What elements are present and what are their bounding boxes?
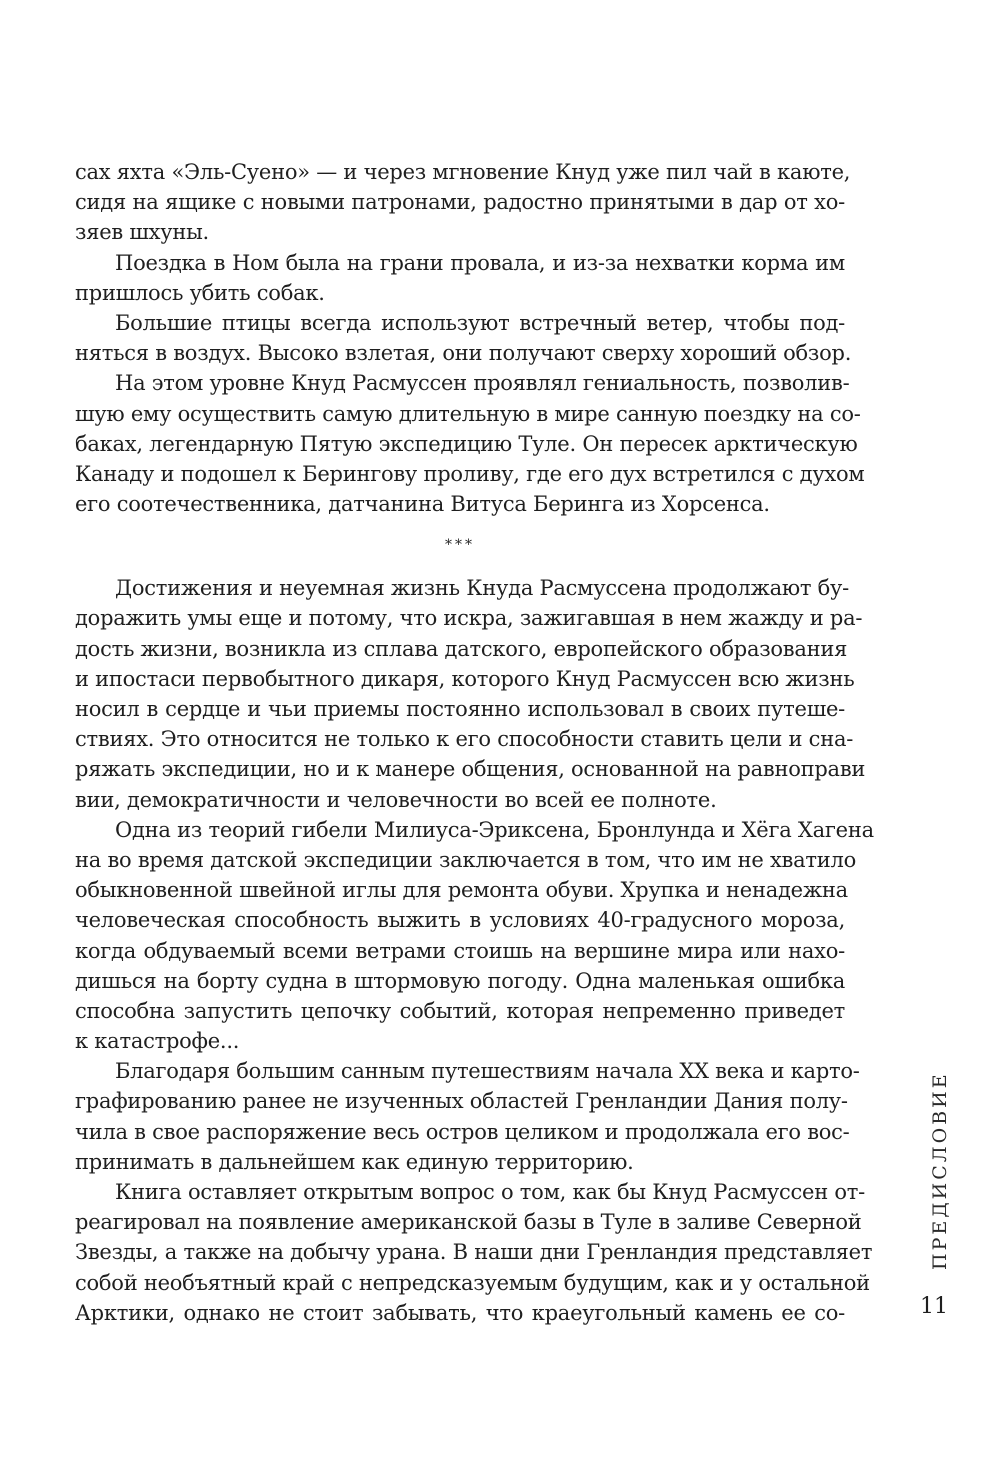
text-line: способна запустить цепочку событий, которая непременно приведет bbox=[75, 998, 845, 1023]
text-line: человеческая способность выжить в условиях 40-градусного мороза, bbox=[75, 908, 845, 933]
text-line: носил в сердце и чьи приемы постоянно использовал в своих путеше- bbox=[75, 697, 845, 721]
text-line: к катастрофе... bbox=[75, 1029, 240, 1054]
text-line: когда обдуваемый всеми ветрами стоишь на вершине мира или нахо- bbox=[75, 938, 845, 963]
text-line: дишься на борту судна в штормовую погоду. Одна маленькая ошибка bbox=[75, 968, 845, 993]
text-line: и ипостаси первобытного дикаря, которого Кнуд Расмуссен всю жизнь bbox=[75, 666, 855, 691]
text-line: Звезды, а также на добычу урана. В наши дни Гренландия представляет bbox=[75, 1240, 873, 1265]
body-text bbox=[75, 157, 874, 1328]
asterism: *** bbox=[445, 537, 475, 554]
text-line: принимать в дальнейшем как единую территорию. bbox=[75, 1149, 634, 1174]
text-line: няться в воздух. Высоко взлетая, они получают сверху хороший обзор. bbox=[75, 341, 852, 366]
text-line: шую ему осуществить самую длительную в мире санную поездку на со- bbox=[75, 401, 861, 426]
text-line: Арктики, однако не стоит забывать, что краеугольный камень ее со- bbox=[75, 1300, 845, 1325]
text-line: доражить умы еще и потому, что искра, зажигавшая в нем жажду и ра- bbox=[75, 606, 863, 631]
text-line: баках, легендарную Пятую экспедицию Туле. Он пересек арктическую bbox=[75, 431, 858, 456]
text-line: его соотечественника, датчанина Витуса Беринга из Хорсенса. bbox=[75, 492, 770, 517]
text-line: графированию ранее не изученных областей Гренландии Дания полу- bbox=[75, 1089, 848, 1114]
text-line: на во время датской экспедиции заключается в том, что им не хватило bbox=[75, 847, 856, 872]
text-line: ряжать экспедиции, но и к манере общения, основанной на равноправи bbox=[75, 757, 866, 782]
text-line: дость жизни, возникла из сплава датского, европейского образования bbox=[75, 636, 848, 661]
text-line: вии, демократичности и человечности во всей ее полноте. bbox=[75, 787, 717, 812]
text-line: сидя на ящике с новыми патронами, радостно принятыми в дар от хо- bbox=[75, 190, 845, 215]
text-line: сах яхта «Эль-Суено» — и через мгновение Кнуд уже пил чай в каюте, bbox=[75, 160, 851, 184]
text-line: Канаду и подошел к Берингову проливу, где его дух встретился с духом bbox=[75, 461, 865, 486]
text-line: ствиях. Это относится не только к его способности ставить цели и сна- bbox=[75, 727, 854, 752]
page-number: 11 bbox=[920, 1294, 948, 1319]
text-line: обыкновенной швейной иглы для ремонта обуви. Хрупка и ненадежна bbox=[75, 878, 848, 903]
section-break bbox=[75, 529, 845, 573]
text-line: пришлось убить собак. bbox=[75, 280, 325, 305]
text-line: На этом уровне Кнуд Расмуссен проявлял гениальность, позволив- bbox=[115, 371, 850, 396]
text-line: Благодаря большим санным путешествиям начала XX века и карто- bbox=[115, 1059, 860, 1084]
text-line: Большие птицы всегда используют встречный ветер, чтобы под- bbox=[115, 310, 845, 335]
text-line: Поездка в Ном была на грани провала, и из-за нехватки корма им bbox=[115, 250, 845, 275]
text-line: Книга оставляет открытым вопрос о том, как бы Кнуд Расмуссен от- bbox=[115, 1180, 866, 1204]
text-line: Достижения и неуемная жизнь Кнуда Расмуссена продолжают бу- bbox=[115, 576, 850, 601]
text-line: чила в свое распоряжение весь остров целиком и продолжала его вос- bbox=[75, 1119, 850, 1144]
text-line: зяев шхуны. bbox=[75, 220, 209, 245]
text-line: собой необъятный край с непредсказуемым будущим, как и у остальной bbox=[75, 1270, 870, 1295]
text-line: Одна из теорий гибели Милиуса-Эриксена, Бронлунда и Хёга Хагена bbox=[115, 817, 874, 842]
text-line: реагировал на появление американской базы в Туле в заливе Северной bbox=[75, 1210, 862, 1235]
running-head: ПРЕДИСЛОВИЕ bbox=[929, 1071, 951, 1270]
